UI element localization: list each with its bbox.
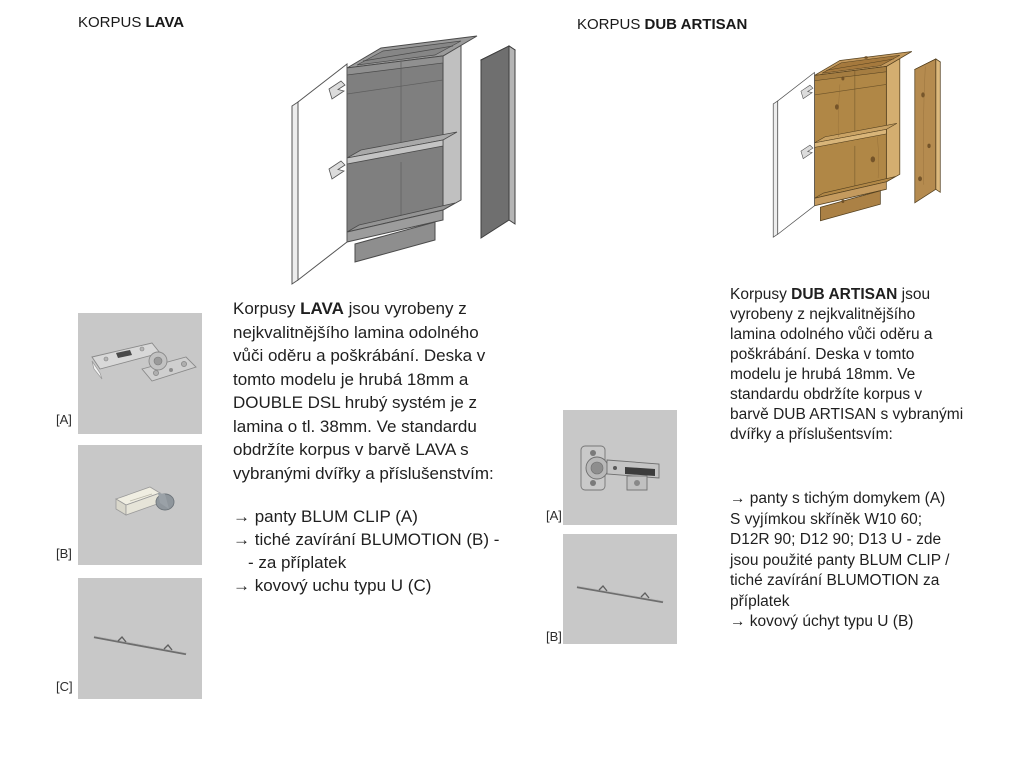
heading-brand: DUB ARTISAN: [644, 16, 748, 33]
oak-artisan-base-cabinet-illustration: [768, 32, 944, 238]
blumotion-damper-icon: [78, 445, 202, 565]
bullet-item: → kovový úchyt typu U (B): [730, 613, 914, 630]
gray-side-panel: [481, 46, 515, 238]
paragraph-line: obdržíte korpus v barvě LAVA s: [233, 440, 469, 459]
bullet-item-continuation: D12R 90; D12 90; D13 U - zde: [730, 531, 942, 548]
dub-artisan-description: [730, 285, 963, 445]
paragraph-line: Korpusy DUB ARTISAN jsou: [730, 286, 931, 303]
paragraph-line: lamina odolného vůči oděru a: [730, 326, 933, 343]
photo-label-b: [B]: [56, 546, 72, 561]
paragraph-line: vůči oděru a poškrábání. Deska v: [233, 346, 486, 365]
u-handle-icon: [563, 534, 677, 644]
bullet-item: → panty s tichým domykem (A): [730, 490, 946, 507]
blum-clip-hinge-icon: [78, 313, 202, 434]
photo-label-a: [A]: [546, 508, 562, 523]
bullet-item-continuation: tiché zavírání BLUMOTION za: [730, 572, 940, 589]
soft-close-hinge-icon: [563, 410, 677, 525]
bullet-item: → tiché zavírání BLUMOTION (B) -: [233, 530, 500, 549]
bullet-item-continuation: příplatek: [730, 592, 790, 610]
lava-description: [233, 297, 494, 485]
heading-prefix: KORPUS: [78, 14, 146, 31]
photo-u-handle: [563, 534, 677, 644]
bullet-item-continuation: S vyjímkou skříněk W10 60;: [730, 510, 923, 528]
bullet-item: → kovový uchu typu U (C): [233, 576, 432, 595]
paragraph-line: dvířky a příslušentsvím:: [730, 426, 893, 443]
open-door: [773, 72, 814, 237]
brand-inline: LAVA: [300, 299, 344, 318]
paragraph-line: standardu obdržíte korpus v: [730, 386, 923, 403]
bullet-item-continuation: - za příplatek: [248, 553, 347, 572]
oak-side-panel: [915, 59, 940, 203]
photo-label-b: [B]: [546, 629, 562, 644]
brand-inline: DUB ARTISAN: [791, 286, 898, 303]
photo-blum-clip-hinge: [78, 313, 202, 434]
dub-artisan-accessories-list: [730, 489, 949, 633]
photo-u-handle: [78, 578, 202, 699]
paragraph-line: DOUBLE DSL hrubý systém je z: [233, 393, 478, 412]
paragraph-line: tomto modelu je hrubá 18mm a: [233, 369, 469, 389]
photo-label-c: [C]: [56, 679, 73, 694]
paragraph-line: Korpusy LAVA jsou vyrobeny z: [233, 299, 467, 318]
paragraph-line: lamina o tl. 38mm. Ve standardu: [233, 416, 477, 436]
paragraph-line: nejkvalitnějšího lamina odolného: [233, 322, 479, 342]
lava-accessories-list: [233, 505, 499, 597]
bullet-item: → panty BLUM CLIP (A): [233, 507, 418, 526]
paragraph-line: modelu je hrubá 18mm. Ve: [730, 366, 916, 383]
gray-cabinet-body: [347, 36, 477, 262]
photo-label-a: [A]: [56, 412, 72, 427]
gray-base-cabinet-illustration: [285, 10, 520, 285]
paragraph-line: poškrábání. Deska v tomto: [730, 346, 915, 363]
photo-soft-close-hinge: [563, 410, 677, 525]
photo-blumotion-damper: [78, 445, 202, 565]
oak-cabinet-body: [814, 51, 911, 220]
paragraph-line: vyrobeny z nejkvalitnějšího: [730, 306, 916, 323]
korpus-lava-heading: [78, 14, 184, 31]
korpus-dub-artisan-heading: [577, 16, 747, 33]
heading-prefix: KORPUS: [577, 16, 645, 33]
u-handle-icon: [78, 578, 202, 699]
heading-brand: LAVA: [145, 14, 185, 31]
paragraph-line: vybranými dvířky a příslušenstvím:: [233, 463, 494, 483]
open-door: [292, 64, 347, 284]
bullet-item-continuation: jsou použité panty BLUM CLIP /: [730, 551, 950, 569]
paragraph-line: barvě DUB ARTISAN s vybranými: [730, 406, 964, 423]
